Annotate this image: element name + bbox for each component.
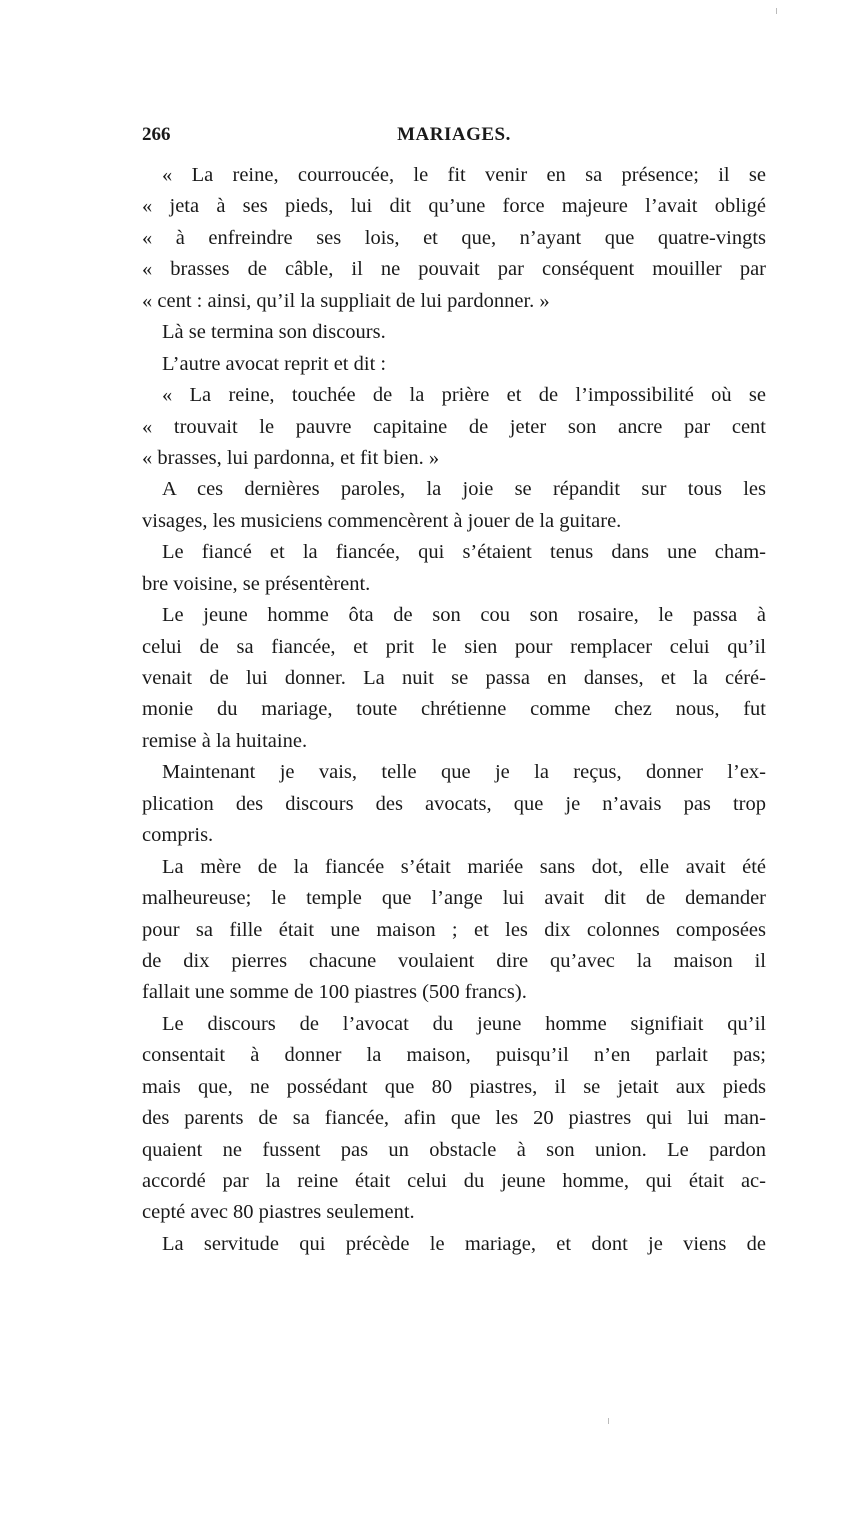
text-line: venait de lui donner. La nuit se passa en danses, et la céré- [142,667,766,689]
page-number: 266 [142,124,171,145]
text-line: malheureuse; le temple que l’ange lui avait dit de demander [142,887,766,910]
text-line: « La reine, touchée de la prière et de l’impossibilité où se [162,384,766,407]
page-body-text [142,160,766,1260]
text-line: « jeta à ses pieds, lui dit qu’une force majeure l’avait obligé [142,195,766,218]
text-line: consentait à donner la maison, puisqu’il n’en parlait pas; [142,1044,766,1067]
page-header [142,124,766,154]
scan-mark [776,8,777,14]
text-line: « cent : ainsi, qu’il la suppliait de lui pardonner. » [142,289,550,312]
text-line: Le fiancé et la fiancée, qui s’étaient tenus dans une cham- [162,541,766,564]
text-line: celui de sa fiancée, et prit le sien pour remplacer celui qu’il [142,635,766,658]
text-line: « brasses, lui pardonna, et fit bien. » [142,446,440,469]
text-line: Le jeune homme ôta de son cou son rosaire, le passa à [162,604,766,627]
text-line: plication des discours des avocats, que je n’avais pas trop [142,792,766,815]
text-line: « trouvait le pauvre capitaine de jeter son ancre par cent [142,415,766,438]
text-line: remise à la huitaine. [142,729,308,752]
text-line: Maintenant je vais, telle que je la reçus, donner l’ex- [162,761,766,784]
text-line: pour sa fille était une maison ; et les dix colonnes composées [142,918,766,941]
text-line: accordé par la reine était celui du jeune homme, qui était ac- [142,1170,766,1192]
text-line: fallait une somme de 100 piastres (500 francs). [142,981,527,1004]
text-line: des parents de sa fiancée, afin que les 20 piastres qui lui man- [142,1107,766,1130]
text-line: « La reine, courroucée, le fit venir en sa présence; il se [162,164,766,186]
text-line: La mère de la fiancée s’était mariée sans dot, elle avait été [162,855,766,878]
text-line: compris. [142,824,214,847]
text-line: quaient ne fussent pas un obstacle à son union. Le pardon [142,1138,766,1161]
text-line: L’autre avocat reprit et dit : [162,352,387,375]
text-line: Le discours de l’avocat du jeune homme signifiait qu’il [162,1012,766,1035]
text-line: Là se termina son discours. [162,321,386,344]
text-line: de dix pierres chacune voulaient dire qu’avec la maison il [142,949,766,972]
text-line: « à enfreindre ses lois, et que, n’ayant que quatre-vingts [142,226,766,249]
text-line: A ces dernières paroles, la joie se répandit sur tous les [162,478,766,501]
text-line: monie du mariage, toute chrétienne comme chez nous, fut [142,698,766,721]
text-line: bre voisine, se présentèrent. [142,572,371,595]
text-line: visages, les musiciens commencèrent à jouer de la guitare. [142,509,622,532]
running-title: MARIAGES. [397,124,511,145]
scan-mark [608,1418,609,1424]
text-line: mais que, ne possédant que 80 piastres, il se jetait aux pieds [142,1075,766,1098]
text-line: La servitude qui précède le mariage, et dont je viens de [162,1232,766,1255]
text-line: « brasses de câble, il ne pouvait par conséquent mouiller par [142,258,766,281]
text-line: cepté avec 80 piastres seulement. [142,1201,415,1224]
